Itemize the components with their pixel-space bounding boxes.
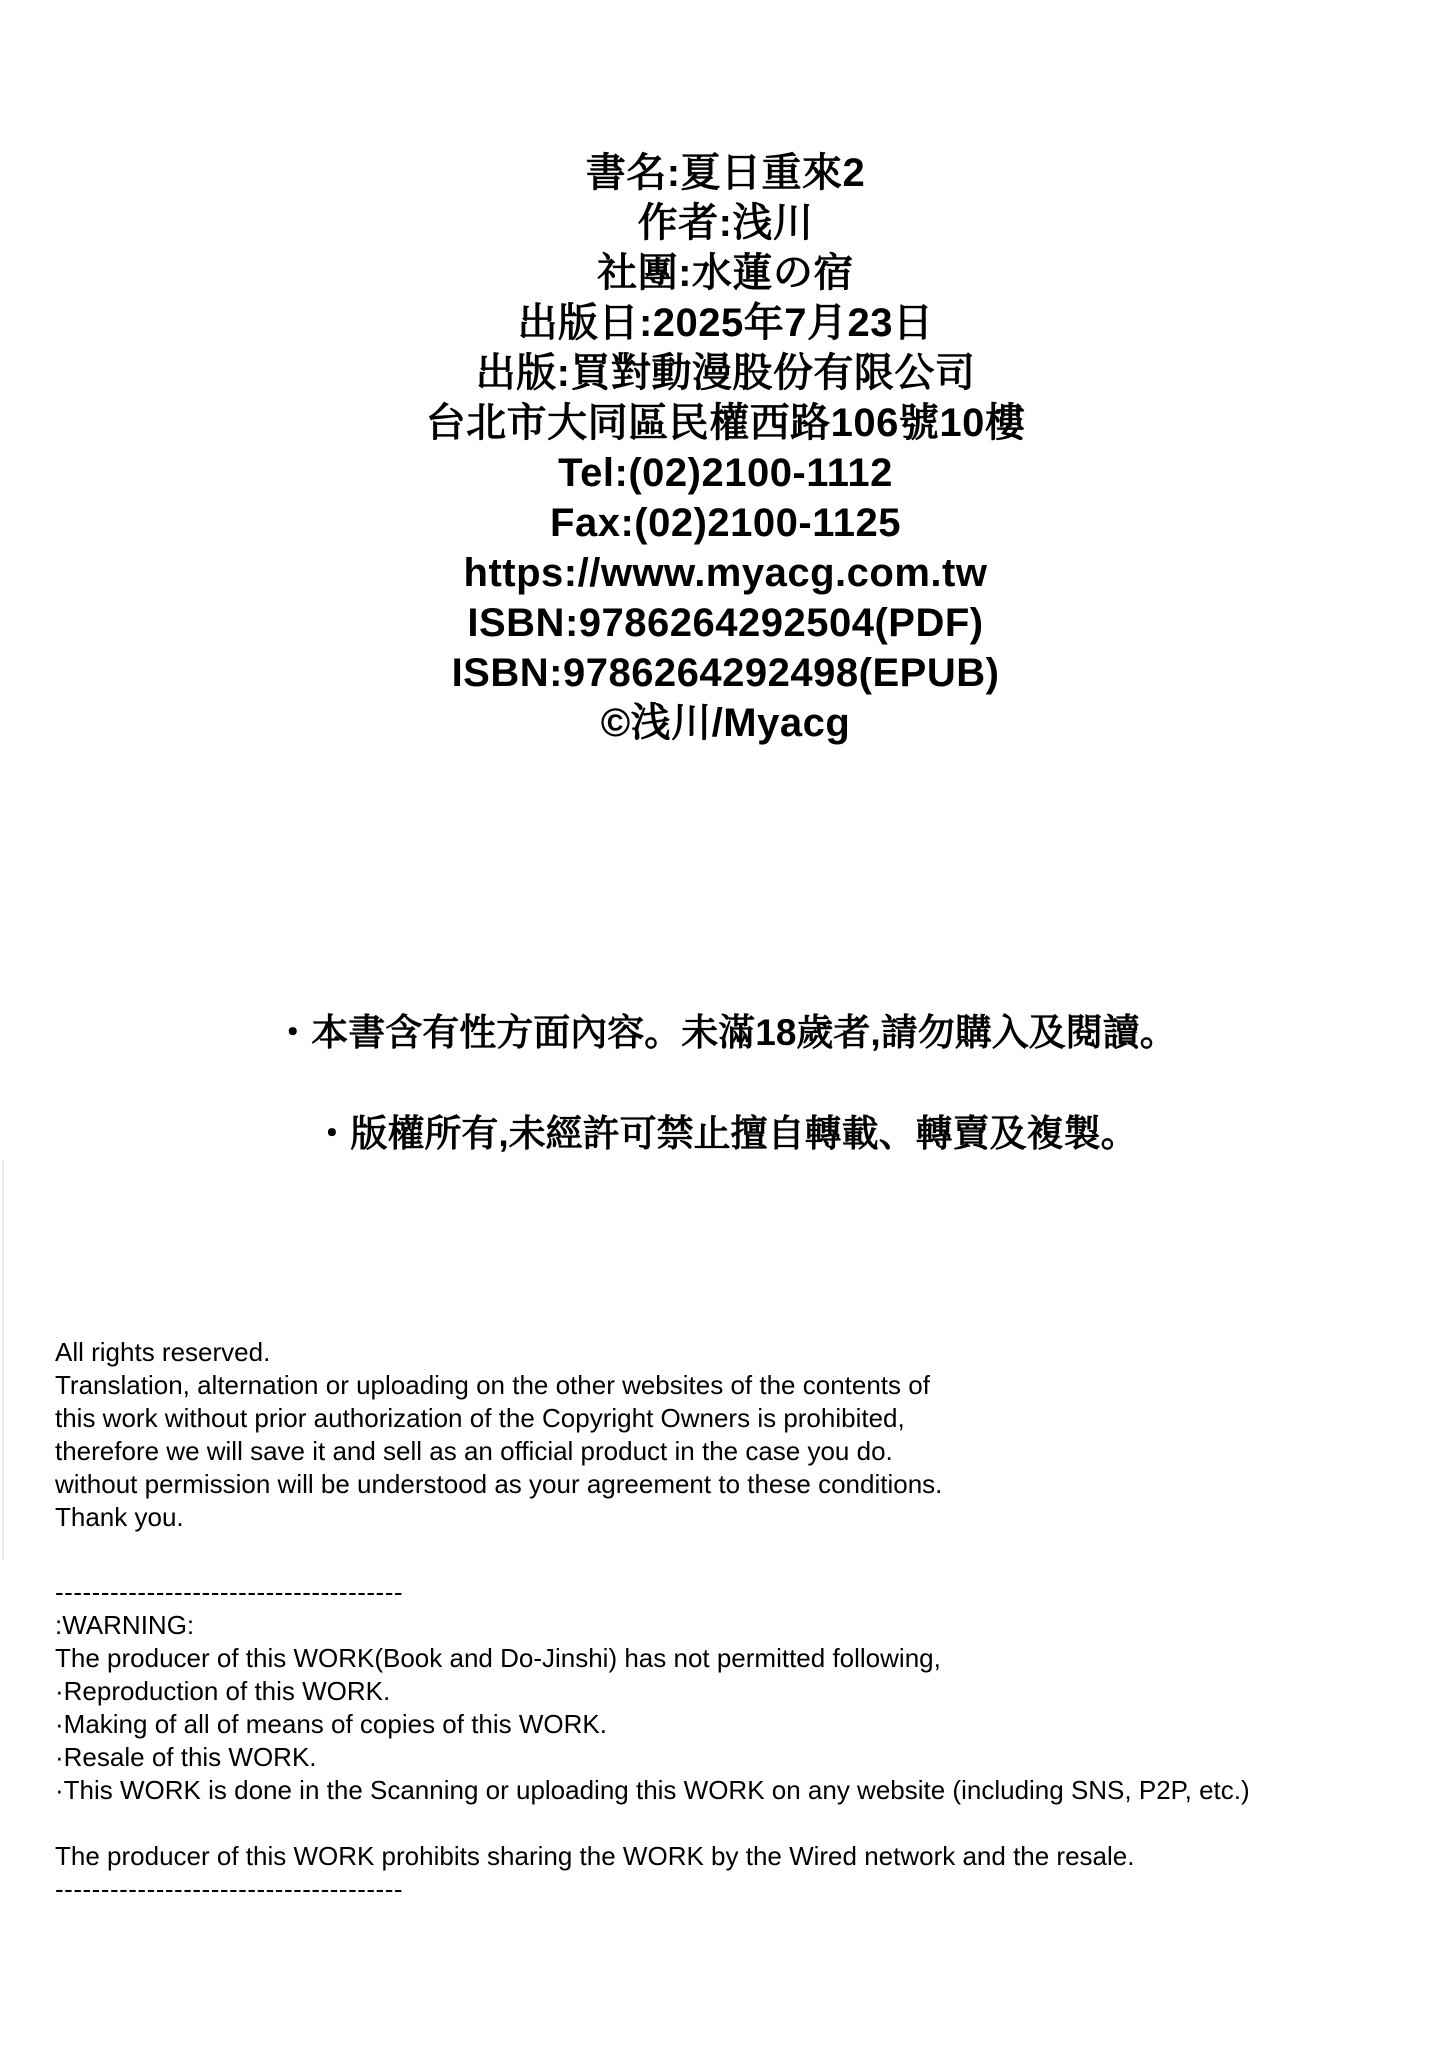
isbn-epub: ISBN:9786264292498(EPUB) <box>451 651 1000 695</box>
warning-intro: The producer of this WORK(Book and Do-Jinshi) has not permitted following, <box>55 1643 941 1673</box>
publisher-name: 出版:買對動漫股份有限公司 <box>475 351 976 395</box>
rights-line: without permission will be understood as your agreement to these conditions. <box>55 1469 943 1499</box>
rights-line: Thank you. <box>55 1502 184 1532</box>
dashed-divider-top: -------------------------------------- <box>55 1577 404 1607</box>
book-title: 書名:夏日重來2 <box>585 151 866 195</box>
book-circle: 社團:水蓮の宿 <box>597 251 854 295</box>
publisher-address: 台北市大同區民權西路106號10樓 <box>425 401 1026 445</box>
copyright-line: ©浅川/Myacg <box>600 701 851 745</box>
warning-item: ·Reproduction of this WORK. <box>55 1676 391 1706</box>
copyright-warning: ・版權所有,未經許可禁止擅自轉載、轉賣及複製。 <box>313 1113 1138 1154</box>
rights-line: All rights reserved. <box>55 1337 271 1367</box>
warning-heading: :WARNING: <box>55 1610 195 1640</box>
colophon-block <box>0 148 1451 748</box>
rights-line: therefore we will save it and sell as an official product in the case you do. <box>55 1436 893 1466</box>
rights-line: this work without prior authorization of the Copyright Owners is prohibited, <box>55 1403 905 1433</box>
rights-line: Translation, alternation or uploading on the other websites of the contents of <box>55 1370 930 1400</box>
scan-edge-artifact <box>2 1160 4 1560</box>
publish-date: 出版日:2025年7月23日 <box>517 301 934 345</box>
legal-block <box>55 1336 1415 1906</box>
warning-item: ·This WORK is done in the Scanning or uploading this WORK on any website (including SNS, P2P, etc.) <box>55 1775 1250 1805</box>
warning-item: ·Resale of this WORK. <box>55 1742 317 1772</box>
publisher-url: https://www.myacg.com.tw <box>463 551 988 595</box>
publisher-tel: Tel:(02)2100-1112 <box>558 451 893 495</box>
book-author: 作者:浅川 <box>637 201 814 245</box>
dashed-divider-bottom: -------------------------------------- <box>55 1874 404 1904</box>
warning-footer: The producer of this WORK prohibits sharing the WORK by the Wired network and the resale. <box>55 1841 1135 1871</box>
publisher-fax: Fax:(02)2100-1125 <box>550 501 901 545</box>
warning-item: ·Making of all of means of copies of this WORK. <box>55 1709 607 1739</box>
adult-content-warning: ・本書含有性方面內容。未滿18歲者,請勿購入及閱讀。 <box>274 1012 1177 1053</box>
isbn-pdf: ISBN:9786264292504(PDF) <box>467 601 984 645</box>
